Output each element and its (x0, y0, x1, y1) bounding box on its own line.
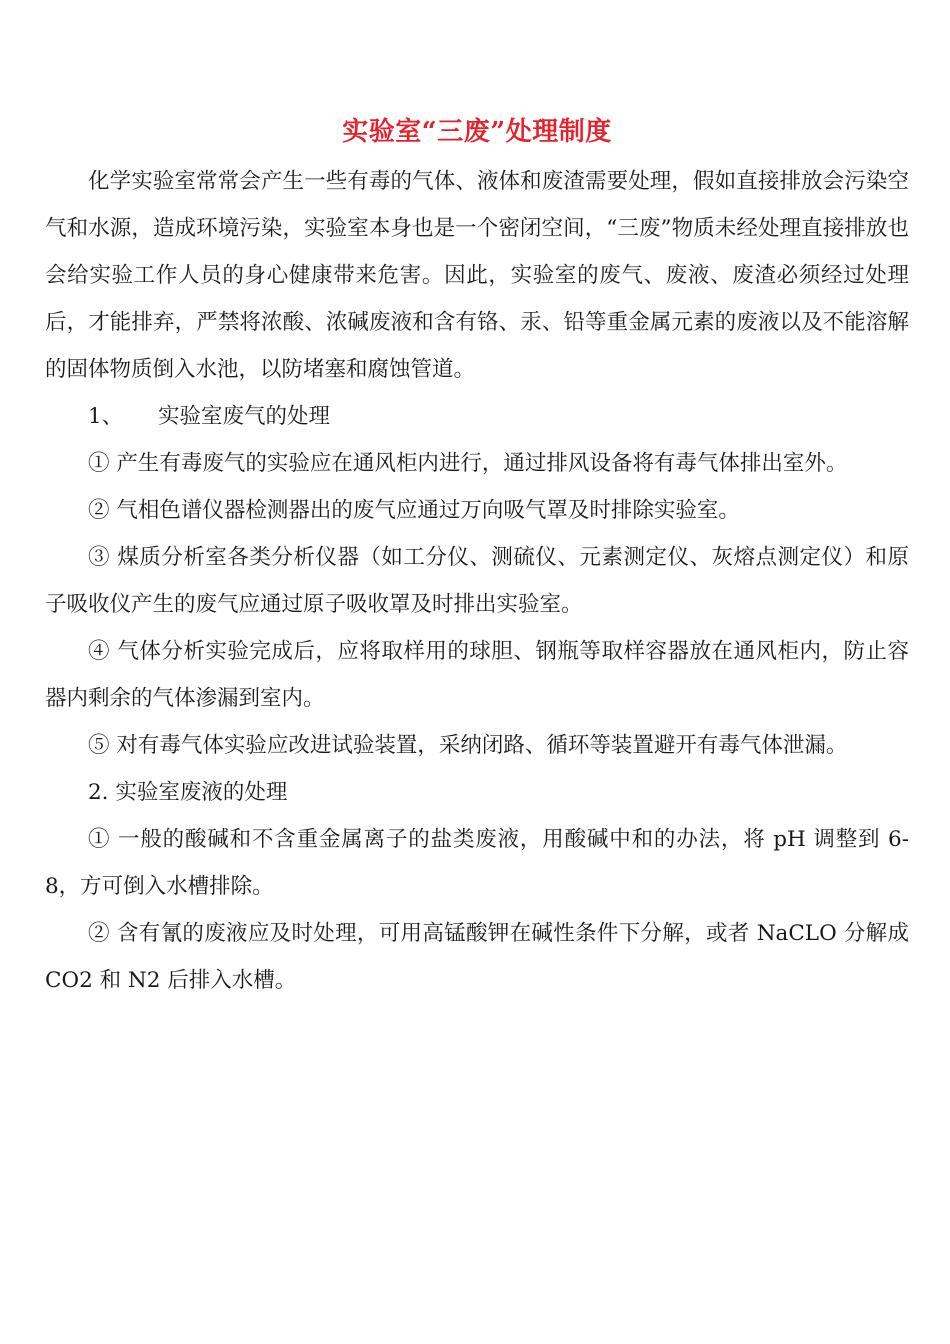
section-1-title: 实验室废气的处理 (158, 404, 331, 429)
section-1-item-3: ③ 煤质分析室各类分析仪器（如工分仪、测硫仪、元素测定仪、灰熔点测定仪）和原子吸收仪产生的废气应通过原子吸收罩及时排出实验室。 (45, 545, 909, 617)
section-2-heading: 2. 实验室废液的处理 (88, 780, 288, 805)
intro-paragraph: 化学实验室常常会产生一些有毒的气体、液体和废渣需要处理，假如直接排放会污染空气和水源，造成环境污染，实验室本身也是一个密闭空间，“三废”物质未经处理直接排放也会给实验工作人员的身心健康带来危害。因此，实验室的废气、废液、废渣必须经过处理后，才能排弃，严禁将浓酸、浓碱废液和含有铬、汞、铅等重金属元素的废液以及不能溶解的固体物质倒入水池，以防堵塞和腐蚀管道。 (45, 169, 909, 382)
section-1-item-5: ⑤ 对有毒气体实验应改进试验装置，采纳闭路、循环等装置避开有毒气体泄漏。 (88, 733, 848, 758)
section-1-item-2: ② 气相色谱仪器检测器出的废气应通过万向吸气罩及时排除实验室。 (88, 498, 740, 523)
section-1-item-4: ④ 气体分析实验完成后，应将取样用的球胆、钢瓶等取样容器放在通风柜内，防止容器内剩余的气体渗漏到室内。 (45, 639, 909, 711)
section-2-item-1: ① 一般的酸碱和不含重金属离子的盐类废液，用酸碱中和的办法，将 pH 调整到 6-8，方可倒入水槽排除。 (45, 827, 909, 899)
section-2-item-2: ② 含有氰的废液应及时处理，可用高锰酸钾在碱性条件下分解，或者 NaCLO 分解成 CO2 和 N2 后排入水槽。 (45, 921, 909, 993)
document-title: 实验室“三废”处理制度 (342, 117, 612, 147)
section-1-item-1: ① 产生有毒废气的实验应在通风柜内进行，通过排风设备将有毒气体排出室外。 (88, 451, 848, 476)
section-1-number: 1、 (88, 404, 124, 429)
document-page (45, 112, 909, 1004)
section-1-heading (45, 393, 909, 440)
